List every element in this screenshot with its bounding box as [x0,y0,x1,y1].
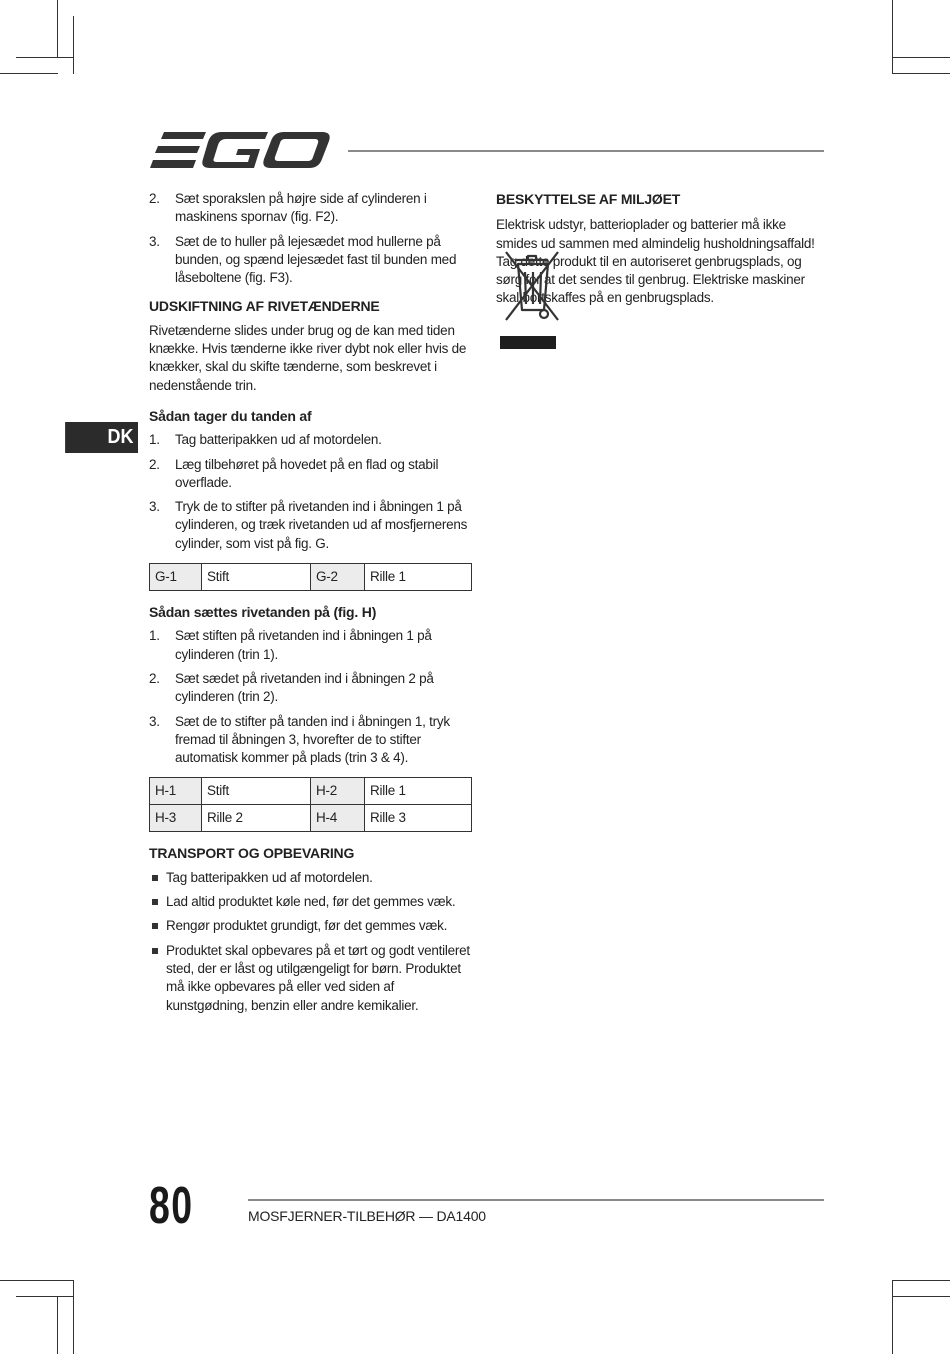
crop-mark [73,16,74,74]
crossed-out-wheelie-bin-icon [500,244,562,350]
transport-bullets [149,869,473,1015]
environment-block [496,216,826,307]
list-item: 3. Sæt de to stifter på tanden ind i åbningen 1, tryk fremad til åbningen 3, hvorefter de to stifter automatisk kommer på plads (trin 3 & 4). [149,713,450,766]
parts-table-h [149,777,472,832]
page-number: 80 [149,1177,194,1235]
crop-mark [0,1280,74,1281]
list-item: 1. Sæt stiften på rivetanden ind i åbningen 1 på cylinderen (trin 1). [149,628,432,662]
intro-steps [149,190,473,287]
table-cell: Rille 2 [201,805,310,832]
subheading: Sådan tager du tanden af [149,407,312,424]
crop-mark [0,73,58,74]
table-cell: Stift [201,778,310,805]
footer-rule [248,1199,824,1201]
subheading: Sådan sættes rivetanden på (fig. H) [149,604,377,621]
list-item: 2. Læg tilbehøret på hovedet på en flad og stabil overflade. [149,456,439,490]
environment-paragraph: Elektrisk udstyr, batterioplader og batterier må ikke smides ud sammen med almindelig husholdningsaffald! Tag dette produkt til en autoriseret genbrugsplads, og sørg for at det sendes til genbrug. Elektriske maskiner skal bortskaffes på en genbrugsplads. [496,217,815,306]
parts-table-g [149,563,472,591]
list-item: 3. Tryk de to stifter på rivetanden ind i åbningen 1 på cylinderen, og træk rivetanden ud af mosfjernerens cylinder, som vist på fig. G. [149,499,468,551]
table-row [150,778,472,805]
paragraph: Rivetænderne slides under brug og de kan med tiden knække. Hvis tænderne ikke river dybt nok eller hvis de knækker, skal du skifte tænderne, som beskrevet i nedenstående trin. [149,322,467,393]
crop-mark [16,57,73,58]
header-rule [348,150,824,152]
table-cell: G-1 [150,564,202,591]
table-cell: Rille 3 [364,805,471,832]
list-item: Rengør produktet grundigt, før det gemmes væk. [149,917,473,935]
table-cell: H-1 [150,778,202,805]
table-cell: H-4 [310,805,364,832]
table-cell: Stift [201,564,310,591]
crop-mark [57,0,58,58]
table-cell: Rille 1 [364,564,471,591]
list-item: 1. Tag batteripakken ud af motordelen. [149,432,382,448]
list-item: Lad altid produktet køle ned, før det gemmes væk. [149,893,473,911]
right-column [496,190,826,314]
crop-mark [892,0,893,74]
table-cell: H-3 [150,805,202,832]
table-row [150,805,472,832]
remove-steps [149,431,473,553]
table-cell: G-2 [310,564,364,591]
list-item: 3. Sæt de to huller på lejesædet mod hullerne på bunden, og spænd lejesædet fast til bunden med låseboltene (fig. F3). [149,233,457,286]
list-item: 2. Sæt sporakslen på højre side af cylinderen i maskinens spornav (fig. F2). [149,191,427,225]
crop-mark [892,57,950,58]
section-heading: TRANSPORT OG OPBEVARING [149,845,355,862]
crop-mark [73,1280,74,1354]
crop-mark [892,1296,950,1297]
crop-mark [892,1280,893,1354]
ego-logo [150,128,332,172]
crop-mark [16,1296,74,1297]
table-row [150,564,472,591]
footer-title: MOSFJERNER-TILBEHØR — DA1400 [248,1208,486,1224]
crop-mark [892,1280,950,1281]
list-item: Produktet skal opbevares på et tørt og godt ventileret sted, der er låst og utilgængeligt for børn. Produktet må ikke opbevares på eller ved siden af kunstgødning, benzin eller andre kemikalier. [149,942,473,1015]
section-heading: BESKYTTELSE AF MILJØET [496,191,681,207]
left-column [149,190,473,1021]
table-cell: Rille 1 [364,778,471,805]
install-steps [149,627,473,767]
language-tab: DK [65,422,138,453]
table-cell: H-2 [310,778,364,805]
list-item: Tag batteripakken ud af motordelen. [149,869,473,887]
list-item: 2. Sæt sædet på rivetanden ind i åbningen 2 på cylinderen (trin 2). [149,670,434,705]
crop-mark [892,73,950,74]
section-heading: UDSKIFTNING AF RIVETÆNDERNE [149,298,380,315]
crop-mark [57,1296,58,1354]
